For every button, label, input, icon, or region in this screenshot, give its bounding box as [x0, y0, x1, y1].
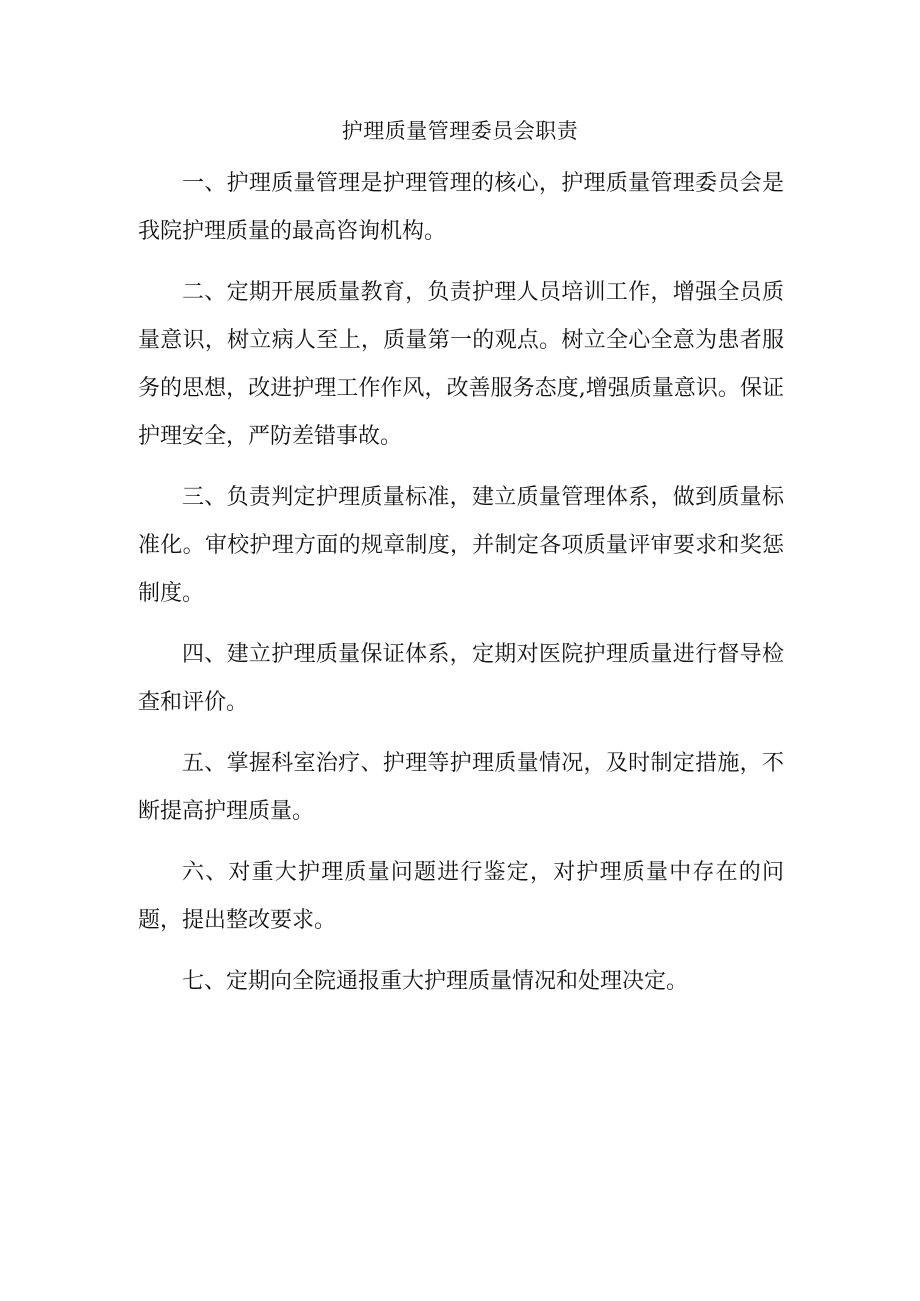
paragraph-5: 五、掌握科室治疗、护理等护理质量情况，及时制定措施，不断提高护理质量。	[138, 751, 784, 824]
document-body	[138, 160, 784, 1019]
paragraph-6: 六、对重大护理质量问题进行鉴定，对护理质量中存在的问题，提出整改要求。	[138, 860, 784, 933]
paragraph-7: 七、定期向全院通报重大护理质量情况和处理决定。	[182, 969, 689, 994]
paragraph-3: 三、负责判定护理质量标准，建立质量管理体系，做到质量标准化。审校护理方面的规章制度，并制定各项质量评审要求和奖惩制度。	[138, 485, 784, 606]
paragraph-1: 一、护理质量管理是护理管理的核心，护理质量管理委员会是我院护理质量的最高咨询机构。	[138, 171, 784, 244]
paragraph-2: 二、定期开展质量教育，负责护理人员培训工作，增强全员质量意识，树立病人至上，质量第一的观点。树立全心全意为患者服务的思想，改进护理工作作风，改善服务态度,增强质量意识。保证护理安全，严防差错事故。	[138, 280, 784, 449]
paragraph-4: 四、建立护理质量保证体系，定期对医院护理质量进行督导检查和评价。	[138, 642, 784, 715]
document-title: 护理质量管理委员会职责	[341, 119, 579, 143]
